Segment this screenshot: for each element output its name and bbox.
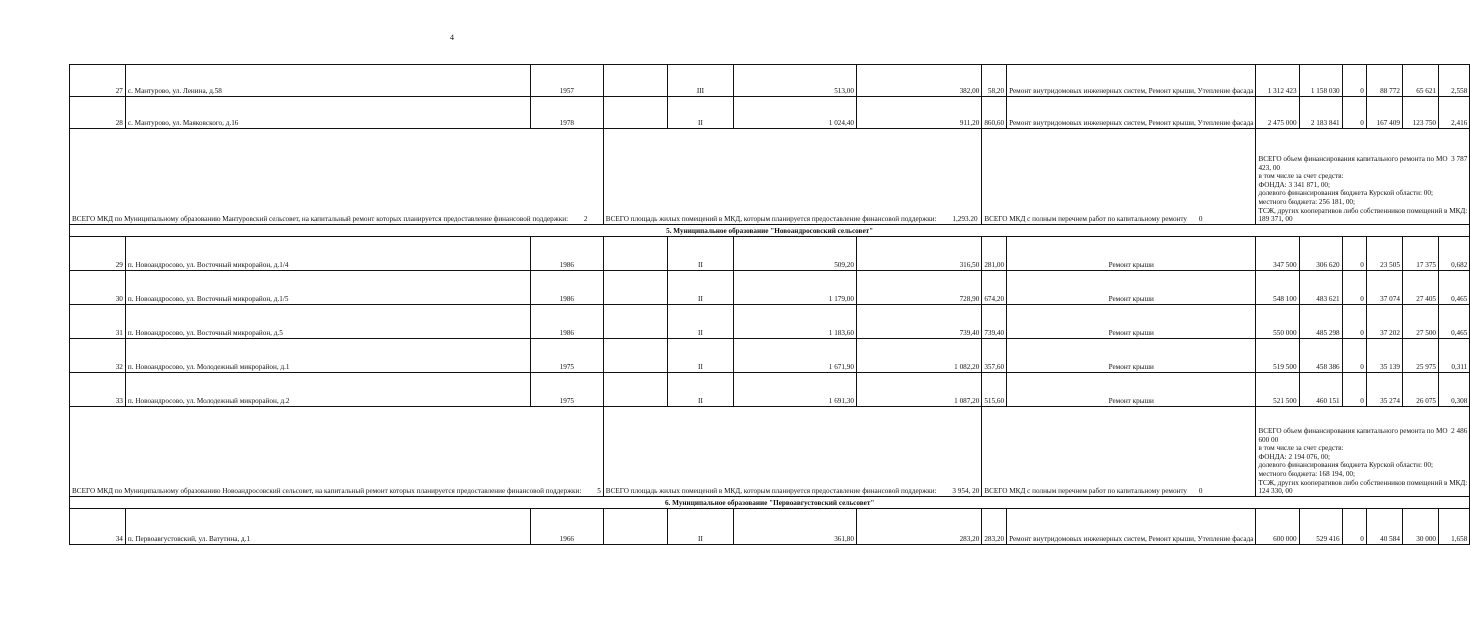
empty-cell	[603, 237, 667, 271]
total-area-cell: 509,20	[734, 237, 857, 271]
year-cell: 1986	[530, 305, 603, 339]
regional-cost-cell: 0	[1342, 305, 1366, 339]
unit-cost-cell: 0,465	[1439, 305, 1470, 339]
summary-count-text: ВСЕГО МКД по Муниципальному образованию Новоандросовский сельсовет, на капитальный ремонт которых планируется предоставление финансовой поддержки:	[72, 487, 582, 496]
total-cost-cell: 550 000	[1256, 305, 1299, 339]
total-area-cell: 1 183,60	[734, 305, 857, 339]
unit-cost-cell: 0,682	[1439, 237, 1470, 271]
summary-finance-amount: 423, 00	[1258, 163, 1280, 172]
total-area-cell: 1 179,00	[734, 271, 857, 305]
table-row	[70, 65, 1470, 97]
fund-cost-cell: 458 386	[1299, 339, 1342, 373]
unit-cost-cell: 0,311	[1439, 339, 1470, 373]
address-cell: п. Новоандросово, ул. Восточный микрорайон, д.1/5	[125, 271, 530, 305]
table-row	[70, 339, 1470, 373]
row-number: 29	[70, 237, 126, 271]
owners-cost-cell: 30 000	[1402, 509, 1438, 545]
summary-finance-amount: 600 00	[1258, 435, 1279, 444]
section-header-row	[70, 497, 1470, 509]
owners-cost-cell: 17 375	[1402, 237, 1438, 271]
table-row	[70, 97, 1470, 129]
summary-count-value: 5	[597, 487, 601, 496]
work-type-cell: Ремонт внутридомовых инженерных систем, Ремонт крыши, Утепление фасада	[1007, 65, 1256, 97]
total-cost-cell: 519 500	[1256, 339, 1299, 373]
fund-cost-cell: 483 621	[1299, 271, 1342, 305]
unit-cost-cell: 0,465	[1439, 271, 1470, 305]
regional-cost-cell: 0	[1342, 509, 1366, 545]
row-number: 33	[70, 373, 126, 407]
work-type-cell: Ремонт крыши	[1007, 339, 1256, 373]
year-cell: 1957	[530, 65, 603, 97]
summary-finance-line: долевого финансирования бюджета Курской области: 00;	[1258, 189, 1433, 198]
summary-works-text: ВСЕГО МКД с полным перечнем работ по капитальному ремонту	[984, 215, 1188, 224]
empty-cell	[603, 305, 667, 339]
summary-finance-line: ФОНДА: 3 341 871, 00;	[1258, 180, 1331, 189]
summary-finance-line: ТСЖ, других кооперативов либо собственников помещений в МКД:	[1258, 206, 1468, 215]
local-cost-cell: 37 074	[1366, 271, 1402, 305]
private-area-cell: 58,20	[982, 65, 1007, 97]
living-area-cell: 911,20	[856, 97, 981, 129]
summary-count-value: 2	[583, 215, 588, 224]
summary-count-text: ВСЕГО МКД по Муниципальному образованию Мантуровский сельсовет, на капитальный ремонт которых планируется предоставление финансовой поддержки:	[72, 215, 569, 224]
owners-cost-cell: 123 750	[1402, 97, 1438, 129]
living-area-cell: 1 087,20	[856, 373, 981, 407]
local-cost-cell: 23 505	[1366, 237, 1402, 271]
local-cost-cell: 37 202	[1366, 305, 1402, 339]
class-cell: II	[667, 271, 733, 305]
summary-finance-title: ВСЕГО объем финансирования капитального ремонта по МО	[1258, 154, 1448, 163]
empty-cell	[603, 65, 667, 97]
summary-finance-right: 2 486	[1451, 426, 1468, 435]
summary-finance-line: в том числе за счет средств:	[1258, 444, 1344, 453]
section-title: 5. Муниципальное образование "Новоандросовский сельсовет"	[70, 225, 1470, 237]
work-type-cell: Ремонт крыши	[1007, 305, 1256, 339]
regional-cost-cell: 0	[1342, 339, 1366, 373]
living-area-cell: 1 082,20	[856, 339, 981, 373]
local-cost-cell: 40 584	[1366, 509, 1402, 545]
total-cost-cell: 347 500	[1256, 237, 1299, 271]
row-number: 30	[70, 271, 126, 305]
total-cost-cell: 600 000	[1256, 509, 1299, 545]
row-number: 28	[70, 97, 126, 129]
summary-finance-line: ФОНДА: 2 194 076, 00;	[1258, 452, 1331, 461]
row-number: 34	[70, 509, 126, 545]
table-row	[70, 271, 1470, 305]
address-cell: с. Мантурово, ул. Ленина, д.58	[125, 65, 530, 97]
living-area-cell: 283,20	[856, 509, 981, 545]
owners-cost-cell: 27 405	[1402, 271, 1438, 305]
total-area-cell: 1 671,90	[734, 339, 857, 373]
local-cost-cell: 167 409	[1366, 97, 1402, 129]
living-area-cell: 316,50	[856, 237, 981, 271]
empty-cell	[603, 373, 667, 407]
section-header-row	[70, 225, 1470, 237]
summary-finance-cell	[1256, 407, 1470, 497]
year-cell: 1966	[530, 509, 603, 545]
summary-area-cell	[603, 407, 982, 497]
unit-cost-cell: 2,416	[1439, 97, 1470, 129]
total-area-cell: 361,80	[734, 509, 857, 545]
summary-finance-line: ТСЖ, других кооперативов либо собственников помещений в МКД:	[1258, 478, 1468, 487]
year-cell: 1986	[530, 271, 603, 305]
summary-area-text: ВСЕГО площадь жилых помещений в МКД, которым планируется предоставление финансовой поддержки:	[605, 215, 937, 224]
total-area-cell: 1 691,30	[734, 373, 857, 407]
address-cell: с. Мантурово, ул. Маяковского, д.16	[125, 97, 530, 129]
page-number: 4	[450, 33, 454, 42]
capital-repair-register-table	[69, 64, 1470, 545]
empty-cell	[603, 271, 667, 305]
section-title: 6. Муниципальное образование "Первоавгустовский сельсовет"	[70, 497, 1470, 509]
living-area-cell: 382,00	[856, 65, 981, 97]
class-cell: II	[667, 305, 733, 339]
regional-cost-cell: 0	[1342, 65, 1366, 97]
class-cell: II	[667, 237, 733, 271]
local-cost-cell: 35 139	[1366, 339, 1402, 373]
total-cost-cell: 2 475 000	[1256, 97, 1299, 129]
summary-finance-title: ВСЕГО объем финансирования капитального ремонта по МО	[1258, 426, 1448, 435]
owners-cost-cell: 26 075	[1402, 373, 1438, 407]
summary-finance-cell	[1256, 129, 1470, 225]
living-area-cell: 728,90	[856, 271, 981, 305]
private-area-cell: 357,60	[982, 339, 1007, 373]
class-cell: II	[667, 373, 733, 407]
owners-cost-cell: 65 621	[1402, 65, 1438, 97]
total-area-cell: 513,00	[734, 65, 857, 97]
regional-cost-cell: 0	[1342, 237, 1366, 271]
total-area-cell: 1 024,40	[734, 97, 857, 129]
unit-cost-cell: 2,558	[1439, 65, 1470, 97]
fund-cost-cell: 1 158 030	[1299, 65, 1342, 97]
fund-cost-cell: 460 151	[1299, 373, 1342, 407]
work-type-cell: Ремонт внутридомовых инженерных систем, Ремонт крыши, Утепление фасада	[1007, 509, 1256, 545]
summary-finance-line: долевого финансирования бюджета Курской области: 00;	[1258, 461, 1433, 470]
table-row	[70, 305, 1470, 339]
table-row	[70, 373, 1470, 407]
work-type-cell: Ремонт крыши	[1007, 237, 1256, 271]
address-cell: п. Новоандросово, ул. Молодежный микрорайон, д.2	[125, 373, 530, 407]
private-area-cell: 674,20	[982, 271, 1007, 305]
private-area-cell: 515,60	[982, 373, 1007, 407]
summary-works-value: 0	[1198, 487, 1203, 496]
fund-cost-cell: 529 416	[1299, 509, 1342, 545]
summary-area-cell	[603, 129, 982, 225]
year-cell: 1975	[530, 339, 603, 373]
fund-cost-cell: 306 620	[1299, 237, 1342, 271]
summary-finance-line: в том числе за счет средств:	[1258, 172, 1344, 181]
summary-works-cell	[982, 129, 1256, 225]
summary-finance-line: 124 330, 00	[1258, 487, 1293, 496]
work-type-cell: Ремонт крыши	[1007, 271, 1256, 305]
owners-cost-cell: 27 500	[1402, 305, 1438, 339]
summary-finance-line: местного бюджета: 168 194, 00;	[1258, 470, 1356, 479]
local-cost-cell: 35 274	[1366, 373, 1402, 407]
unit-cost-cell: 0,308	[1439, 373, 1470, 407]
regional-cost-cell: 0	[1342, 97, 1366, 129]
summary-area-text: ВСЕГО площадь жилых помещений в МКД, которым планируется предоставление финансовой поддержки:	[605, 487, 937, 496]
row-number: 32	[70, 339, 126, 373]
class-cell: III	[667, 65, 733, 97]
address-cell: п. Новоандросово, ул. Молодежный микрорайон, д.1	[125, 339, 530, 373]
address-cell: п. Новоандросово, ул. Восточный микрорайон, д.1/4	[125, 237, 530, 271]
summary-row	[70, 407, 1470, 497]
year-cell: 1975	[530, 373, 603, 407]
total-cost-cell: 548 100	[1256, 271, 1299, 305]
summary-works-value: 0	[1198, 215, 1203, 224]
empty-cell	[603, 97, 667, 129]
summary-area-value: 1,293.20	[952, 215, 978, 224]
private-area-cell: 283,20	[982, 509, 1007, 545]
table-row	[70, 237, 1470, 271]
total-cost-cell: 1 312 423	[1256, 65, 1299, 97]
empty-cell	[603, 339, 667, 373]
summary-area-value: 3 954, 20	[952, 487, 980, 496]
fund-cost-cell: 485 298	[1299, 305, 1342, 339]
regional-cost-cell: 0	[1342, 271, 1366, 305]
living-area-cell: 739,40	[856, 305, 981, 339]
private-area-cell: 281,00	[982, 237, 1007, 271]
private-area-cell: 860,60	[982, 97, 1007, 129]
table-row	[70, 509, 1470, 545]
class-cell: II	[667, 339, 733, 373]
address-cell: п. Первоавгустовский, ул. Ватутина, д.1	[125, 509, 530, 545]
year-cell: 1986	[530, 237, 603, 271]
unit-cost-cell: 1,658	[1439, 509, 1470, 545]
summary-works-cell	[982, 407, 1256, 497]
class-cell: II	[667, 97, 733, 129]
summary-finance-line: 189 371, 00	[1258, 215, 1293, 224]
year-cell: 1978	[530, 97, 603, 129]
total-cost-cell: 521 500	[1256, 373, 1299, 407]
row-number: 27	[70, 65, 126, 97]
summary-count-cell	[70, 407, 604, 497]
regional-cost-cell: 0	[1342, 373, 1366, 407]
work-type-cell: Ремонт внутридомовых инженерных систем, Ремонт крыши, Утепление фасада	[1007, 97, 1256, 129]
row-number: 31	[70, 305, 126, 339]
summary-works-text: ВСЕГО МКД с полным перечнем работ по капитальному ремонту	[984, 487, 1188, 496]
address-cell: п. Новоандросово, ул. Восточный микрорайон, д.5	[125, 305, 530, 339]
summary-finance-right: 3 787	[1451, 154, 1468, 163]
local-cost-cell: 88 772	[1366, 65, 1402, 97]
summary-count-cell	[70, 129, 604, 225]
summary-finance-line: местного бюджета: 256 181, 00;	[1258, 198, 1356, 207]
private-area-cell: 739,40	[982, 305, 1007, 339]
owners-cost-cell: 25 975	[1402, 339, 1438, 373]
summary-row	[70, 129, 1470, 225]
empty-cell	[603, 509, 667, 545]
fund-cost-cell: 2 183 841	[1299, 97, 1342, 129]
work-type-cell: Ремонт крыши	[1007, 373, 1256, 407]
class-cell: II	[667, 509, 733, 545]
